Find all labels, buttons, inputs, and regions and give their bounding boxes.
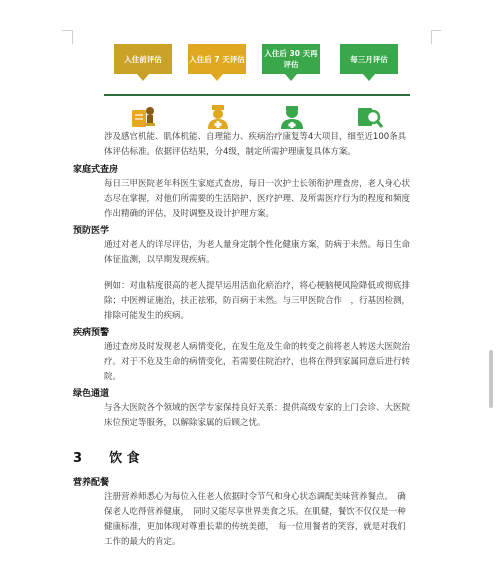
green-channel-heading: 绿色通道 [73,389,110,399]
prevention-example-line: 例如：对血粘度很高的老人提早运用活血化瘀治疗，将心梗脑梗风险降低或彻底排 [104,281,411,291]
magnifier-report-icon [356,104,384,130]
nutrition-heading: 营养配餐 [73,478,110,488]
timeline-stage-pointer [137,74,149,81]
prevention-example-line: 排除可能发生的疾病。 [104,311,190,321]
margin-corner-mark [431,30,441,31]
timeline-stage-box [262,44,320,74]
timeline-line [104,94,410,96]
family-rounds-line: 态尽在掌握，对他们所需要的生活陪护、医疗护理、及所需医疗行为的程度和频度 [104,194,411,204]
doctor-icon [278,104,306,130]
timeline-stage-label: 每三月评估 [350,54,388,64]
timeline-stage-box [114,44,172,74]
section-name: 饮 食 [109,451,140,466]
timeline-stage-label: 入住前评估 [124,54,162,64]
timeline-stage-pointer [363,74,375,81]
prevention-example-line: 除；中医辨证施治，扶正祛邪，防百病于未然。与三甲医院合作 ，行基因检测， [104,296,411,306]
nutrition-line: 注册营养师悉心为每位入住老人依据时令节气和身心状态调配美味营养餐点。 确 [104,492,406,502]
intro-line: 体评估标准。依据评估结果，分4级，制定所需护理康复具体方案。 [104,147,356,157]
nutrition-line: 工作的最大的肯定。 [104,537,181,547]
warning-line: 疗。对于不危及生命的病情变化，若需要住院治疗，也将在得到家属同意后进行转 [104,357,411,367]
margin-corner-mark [62,30,72,31]
intro-line: 涉及感官机能、肌体机能、自理能力、疾病治疗康复等4大项目，细至近100条具 [104,132,407,142]
warning-heading: 疾病预警 [73,328,110,338]
warning-line: 通过查房及时发现老人病情变化，在发生危及生命的转变之前将老人转送大医院治 [104,342,411,352]
warning-line: 院。 [104,372,122,382]
margin-corner-mark [431,30,432,44]
timeline-stage-label: 入住后 30 天再评估 [264,49,318,69]
assessment-timeline-figure [104,44,410,132]
family-rounds-line: 每日三甲医院老年科医生家庭式查房，每日一次护士长领衔护理查房，老人身心状 [104,179,411,189]
timeline-stage-label: 入住后 7 天评估 [189,54,245,64]
prevention-heading: 预防医学 [73,226,110,236]
green-channel-line: 与各大医院各个领域的医学专家保持良好关系：提供高级专家的上门会诊、大医院 [104,403,411,413]
nurse-icon [204,104,232,130]
timeline-stage-pointer [211,74,223,81]
family-rounds-heading: 家庭式查房 [73,165,119,175]
section-title [73,447,140,466]
stamp-contract-icon [129,104,157,130]
green-channel-line: 床位预定等服务，以解除家属的后顾之忧。 [104,418,266,428]
timeline-stage-pointer [285,74,297,81]
vertical-scrollbar-thumb[interactable] [489,350,493,408]
prevention-line: 通过对老人的详尽评估，为老人量身定制个性化健康方案，防病于未然。每日生命 [104,240,411,250]
family-rounds-line: 作出精确的评估，及时调整及设计护理方案。 [104,209,275,219]
timeline-stage-box [340,44,398,74]
prevention-line: 体征监测，以早期发现疾病。 [104,255,215,265]
timeline-stage-box [188,44,246,74]
nutrition-line: 健康标准，更加体现对尊重长辈的传统美德， 每一位用餐者的笑容，就是对我们 [104,522,406,532]
margin-corner-mark [72,30,73,44]
section-number: 3 [73,451,83,466]
nutrition-line: 保老人吃得营养健康， 同时又能尽享世界美食之乐。在肌健，餐饮不仅仅是一种 [104,507,406,517]
